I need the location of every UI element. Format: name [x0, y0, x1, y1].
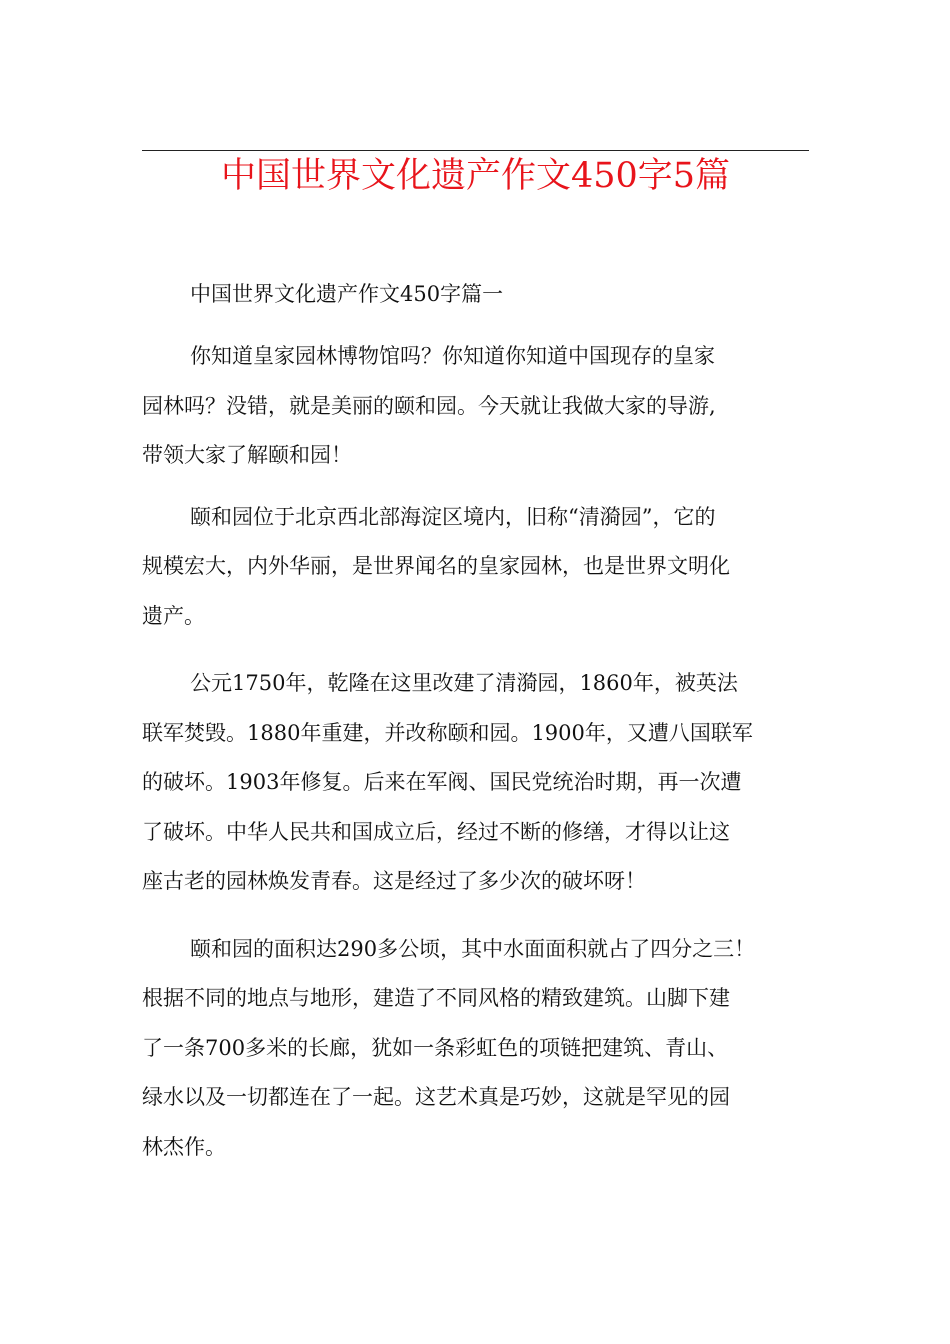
paragraph-line: 了破坏。中华人民共和国成立后，经过不断的修缮，才得以让这 — [142, 819, 730, 844]
paragraph-line: 座古老的园林焕发青春。这是经过了多少次的破坏呀！ — [142, 869, 646, 893]
paragraph-1 — [142, 332, 809, 481]
paragraph-3 — [142, 659, 809, 907]
document-title: 中国世界文化遗产作文450字5篇 — [220, 156, 731, 196]
paragraph-line: 颐和园位于北京西北部海淀区境内，旧称“清漪园”，它的 — [190, 504, 716, 529]
paragraph-2 — [142, 493, 809, 642]
document-body — [142, 270, 809, 1184]
paragraph-line: 根据不同的地点与地形，建造了不同风格的精致建筑。山脚下建 — [142, 986, 730, 1010]
section-heading: 中国世界文化遗产作文450字篇一 — [190, 282, 504, 306]
paragraph-line: 联军焚毁。1880年重建，并改称颐和园。1900年，又遭八国联军 — [142, 720, 753, 745]
header-rule — [142, 150, 809, 151]
paragraph-line: 公元1750年，乾隆在这里改建了清漪园，1860年，被英法 — [190, 671, 738, 695]
paragraph-line: 了一条700多米的长廊，犹如一条彩虹色的项链把建筑、青山、 — [142, 1035, 729, 1060]
paragraph-line: 你知道皇家园林博物馆吗？你知道你知道中国现存的皇家 — [190, 344, 715, 368]
paragraph-line: 绿水以及一切都连在了一起。这艺术真是巧妙，这就是罕见的园 — [142, 1085, 730, 1109]
paragraph-line: 颐和园的面积达290多公顷，其中水面面积就占了四分之三！ — [190, 936, 756, 961]
paragraph-line: 遗产。 — [142, 603, 205, 628]
paragraph-line: 规模宏大，内外华丽，是世界闻名的皇家园林，也是世界文明化 — [142, 554, 730, 578]
paragraph-line: 林杰作。 — [142, 1134, 226, 1159]
paragraph-line: 园林吗？没错，就是美丽的颐和园。今天就让我做大家的导游, — [142, 393, 716, 418]
paragraph-line: 的破坏。1903年修复。后来在军阀、国民党统治时期，再一次遭 — [142, 770, 742, 794]
paragraph-4 — [142, 925, 809, 1173]
paragraph-line: 带领大家了解颐和园！ — [142, 443, 352, 467]
